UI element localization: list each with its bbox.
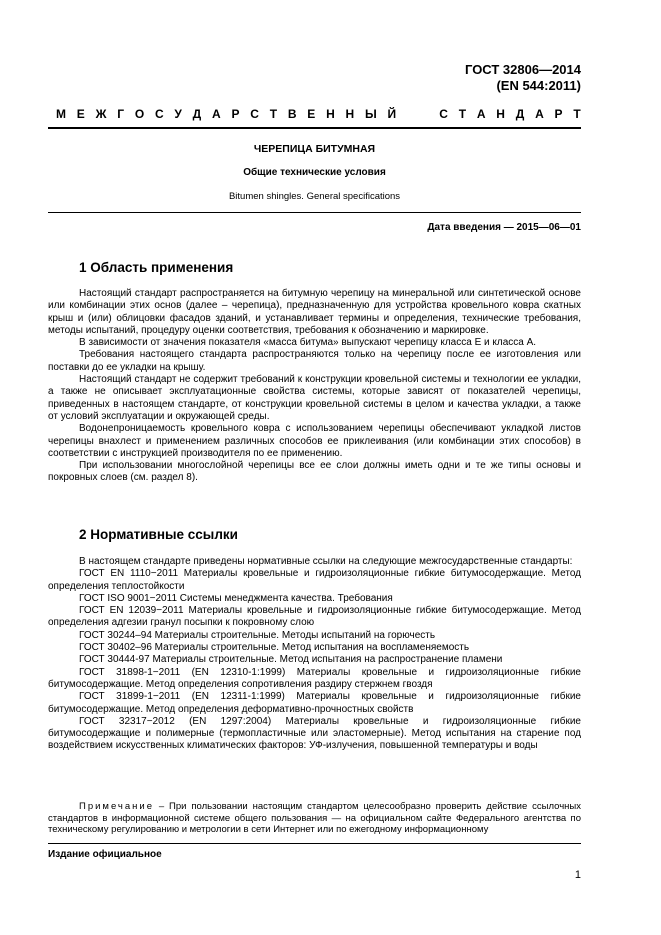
document-title: ЧЕРЕПИЦА БИТУМНАЯ xyxy=(253,143,376,155)
banner-letter: А xyxy=(211,107,221,121)
banner-letter: В xyxy=(287,107,297,121)
document-subtitle: Общие технические условия xyxy=(243,167,386,178)
paragraph: В настоящем стандарте приведены нормативные ссылки на следующие межгосударственные стандарты: xyxy=(79,556,573,567)
note-paragraph xyxy=(48,801,581,836)
banner-letter: Т xyxy=(269,107,278,121)
banner-letter: Й xyxy=(387,107,397,121)
banner-letter: Т xyxy=(458,107,467,121)
banner-letter: А xyxy=(535,107,544,121)
reference-item: ГОСТ EN 1110−2011 Материалы кровельные и гидроизоляционные гибкие битумосодержащие. Метод определения теплостойкости xyxy=(48,568,581,592)
banner-letter: О xyxy=(134,107,145,121)
reference-item: ГОСТ 30444-97 Материалы строительные. Метод испытания на распространение пламени xyxy=(79,654,503,666)
en-number: (EN 544:2011) xyxy=(496,78,581,93)
paragraph: Настоящий стандарт не содержит требований к конструкции кровельной системы и технологии ее укладки, а также не описывает эксплуатационные свойства системы, которые зависят от показателей черепицы, приведенных в настоящем стандарте, от конструкции кровельной системы в целом и качества укладки, а также от условий эксплуатации и окружающей среды. xyxy=(48,374,581,422)
banner-letter: Н xyxy=(345,107,355,121)
introduction-date: Дата введения — 2015—06—01 xyxy=(427,222,581,233)
gost-code-block xyxy=(465,62,581,94)
reference-item: ГОСТ 32317−2012 (EN 1297:2004) Материалы кровельные и гидроизоляционные гибкие битумосодержащие и полимерные (термопластичные или эластомерные). Метод испытания на старение под воздействием искусственных климатических факторов: УФ-излучения, повышенной температуры и воды xyxy=(48,715,581,752)
banner-letter: С xyxy=(439,107,448,121)
note-text: – При пользовании настоящим стандартом целесообразно проверить действие ссылочных стандартов в информационной системе общего пользования — на официальном сайте Федерального агентства по техническому регулированию и метрологии в сети Интернет или по ежегодному информационному xyxy=(48,801,581,836)
reference-item: ГОСТ 31898-1−2011 (EN 12310-1:1999) Материалы кровельные и гидроизоляционные гибкие битумосодержащие. Метод определения сопротивления раздиру стержнем гвоздя xyxy=(48,666,581,690)
banner-letter: У xyxy=(174,107,182,121)
banner-letter: Е xyxy=(76,107,85,121)
gost-number: ГОСТ 32806—2014 xyxy=(465,62,581,77)
reference-item: ГОСТ 31899-1−2011 (EN 12311-1:1999) Материалы кровельные и гидроизоляционные гибкие битумосодержащие. Метод определения деформативно-прочностных свойств xyxy=(48,691,581,715)
reference-item: ГОСТ 30402–96 Материалы строительные. Метод испытания на воспламеняемость xyxy=(79,642,470,654)
reference-item: ГОСТ EN 12039−2011 Материалы кровельные и гидроизоляционные гибкие битумосодержащие. Метод определения адгезии гранул посыпки к покровному слою xyxy=(48,605,581,629)
english-title: Bitumen shingles. General specifications xyxy=(228,191,401,202)
section-2-heading: 2 Нормативные ссылки xyxy=(79,527,238,542)
section-2-body xyxy=(48,556,581,753)
banner-letter: С xyxy=(250,107,259,121)
banner-letter: Д xyxy=(192,107,202,121)
paragraph: Настоящий стандарт распространяется на битумную черепицу на минеральной или синтетической основе или комбинации этих основ (далее – черепица), предназначенную для устройства кровельного ковра скатных крыш и (или) облицовки фасадов зданий, и устанавливает термины и определения, технические требования, методы испытаний, процедуру оценки соответствия, требования к обозначению и маркировке. xyxy=(48,288,581,336)
note-block xyxy=(48,801,581,836)
banner-letter: Г xyxy=(117,107,125,121)
reference-item: ГОСТ ISO 9001−2011 Системы менеджмента качества. Требования xyxy=(79,592,393,604)
banner-letter: М xyxy=(56,107,66,121)
header-rule xyxy=(48,127,581,129)
paragraph: Водонепроницаемость кровельного ковра с использованием черепицы обеспечивают укладкой листов черепицы внахлест и применением различных способов ее приклеивания (или комбинации этих способов) в соответствии с инструкцией производителя по ее применению. xyxy=(48,423,581,459)
banner-letter: Т xyxy=(573,107,581,121)
section-1-body xyxy=(48,288,581,485)
note-label: Примечание xyxy=(79,801,154,812)
reference-item: ГОСТ 30244–94 Материалы строительные. Методы испытаний на горючесть xyxy=(79,629,436,641)
banner-letter: А xyxy=(476,107,486,121)
banner-letter: Е xyxy=(307,107,316,121)
banner-letter: Ы xyxy=(364,107,377,121)
footer-rule xyxy=(48,843,581,844)
banner-letter: Р xyxy=(554,107,563,121)
banner-letter: С xyxy=(154,107,164,121)
section-1-heading: 1 Область применения xyxy=(79,260,234,275)
title-rule xyxy=(48,212,581,213)
banner-letter: Д xyxy=(515,107,525,121)
banner-letter: Ж xyxy=(95,107,107,121)
banner-letter: Н xyxy=(326,107,335,121)
banner-letter: Р xyxy=(231,107,240,121)
paragraph: Требования настоящего стандарта распространяются только на черепицу после ее изготовления или поставки до ее укладки на крышу. xyxy=(48,349,581,373)
paragraph: В зависимости от значения показателя «масса битума» выпускают черепицу класса Е и класса А. xyxy=(79,337,537,349)
paragraph: При использовании многослойной черепицы все ее слои должны иметь одни и те же типы основы и покровных слоев (см. раздел 8). xyxy=(48,460,581,484)
banner-letter: Н xyxy=(496,107,505,121)
official-edition-label: Издание официальное xyxy=(48,849,162,860)
page-number: 1 xyxy=(574,869,581,881)
interstate-standard-banner xyxy=(56,107,581,121)
